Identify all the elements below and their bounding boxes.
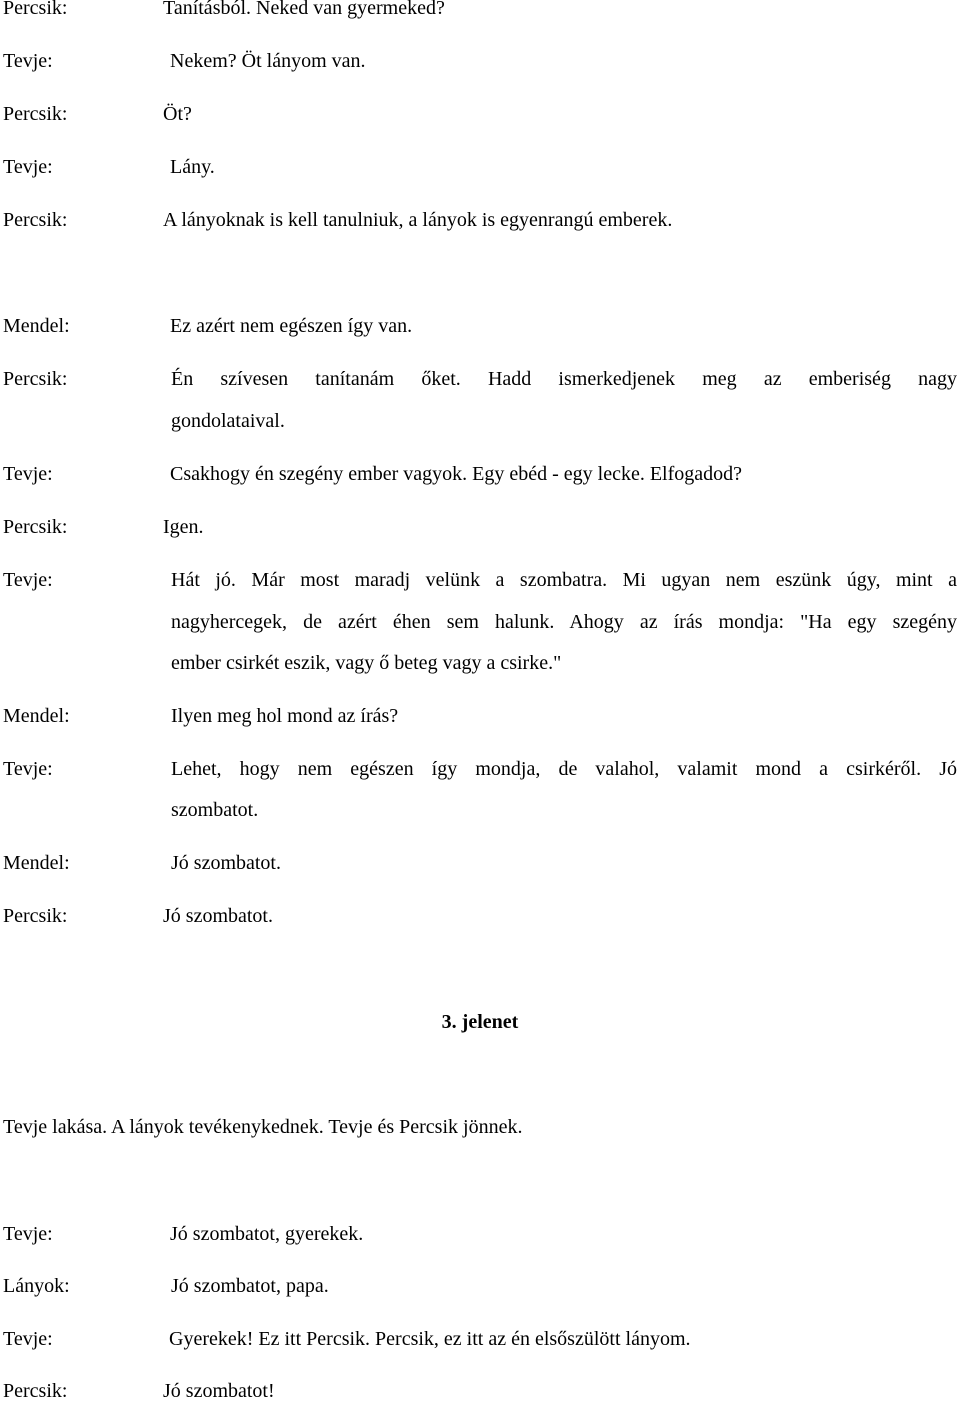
- dialogue-text: nagyhercegek, de azért éhen sem halunk. Ahogy az írás mondja: "Ha egy szegény: [171, 611, 957, 633]
- dialogue-continuation: [0, 608, 960, 636]
- dialogue-text: Tanításból. Neked van gyermeked?: [163, 0, 445, 19]
- dialogue-line: [0, 312, 960, 340]
- speaker-label: Percsik:: [3, 209, 68, 231]
- dialogue-text: Jó szombatot, gyerekek.: [170, 1223, 364, 1245]
- dialogue-text: Igen.: [163, 516, 204, 538]
- dialogue-line: [0, 902, 960, 930]
- speaker-label: Percsik:: [3, 368, 68, 390]
- dialogue-line: [0, 206, 960, 234]
- dialogue-line: [0, 849, 960, 877]
- speaker-label: Tevje:: [3, 156, 53, 178]
- dialogue-text: Gyerekek! Ez itt Percsik. Percsik, ez itt az én elsőszülött lányom.: [169, 1328, 691, 1350]
- speaker-label: Percsik:: [3, 0, 68, 19]
- dialogue-text: gondolataival.: [171, 410, 285, 432]
- speaker-label: Percsik:: [3, 1380, 68, 1402]
- dialogue-text: Jó szombatot, papa.: [171, 1275, 329, 1297]
- speaker-label: Lányok:: [3, 1275, 70, 1297]
- speaker-label: Tevje:: [3, 1328, 53, 1350]
- dialogue-line: [0, 513, 960, 541]
- speaker-label: Mendel:: [3, 315, 70, 337]
- dialogue-continuation: [0, 796, 960, 824]
- speaker-label: Tevje:: [3, 50, 53, 72]
- speaker-label: Tevje:: [3, 463, 53, 485]
- dialogue-text: Jó szombatot!: [163, 1380, 275, 1402]
- dialogue-text: Nekem? Öt lányom van.: [170, 50, 366, 72]
- dialogue-text: A lányoknak is kell tanulniuk, a lányok is egyenrangú emberek.: [163, 209, 673, 231]
- dialogue-line: [0, 1325, 960, 1353]
- speaker-label: Percsik:: [3, 103, 68, 125]
- dialogue-text: Hát jó. Már most maradj velünk a szombatra. Mi ugyan nem eszünk úgy, mint a: [171, 569, 957, 591]
- dialogue-line: [0, 153, 960, 181]
- dialogue-line: [0, 0, 960, 22]
- dialogue-line: [0, 1377, 960, 1405]
- dialogue-line: [0, 1220, 960, 1248]
- dialogue-text: Ez azért nem egészen így van.: [170, 315, 413, 337]
- dialogue-text: Öt?: [163, 103, 192, 125]
- dialogue-line: [0, 365, 960, 393]
- speaker-label: Percsik:: [3, 516, 68, 538]
- dialogue-line: [0, 566, 960, 594]
- dialogue-line: [0, 100, 960, 128]
- dialogue-text: Jó szombatot.: [171, 852, 281, 874]
- speaker-label: Tevje:: [3, 1223, 53, 1245]
- dialogue-text: Lány.: [170, 156, 215, 178]
- dialogue-text: Ilyen meg hol mond az írás?: [171, 705, 399, 727]
- dialogue-text: Én szívesen tanítanám őket. Hadd ismerkedjenek meg az emberiség nagy: [171, 368, 957, 390]
- speaker-label: Percsik:: [3, 905, 68, 927]
- scene-heading: 3. jelenet: [441, 1011, 519, 1033]
- dialogue-continuation: [0, 407, 960, 435]
- speaker-label: Mendel:: [3, 852, 70, 874]
- dialogue-line: [0, 1272, 960, 1300]
- dialogue-text: Jó szombatot.: [163, 905, 273, 927]
- speaker-label: Tevje:: [3, 569, 53, 591]
- dialogue-text: ember csirkét eszik, vagy ő beteg vagy a csirke.": [171, 652, 562, 674]
- dialogue-continuation: [0, 649, 960, 677]
- speaker-label: Mendel:: [3, 705, 70, 727]
- dialogue-text: szombatot.: [171, 799, 259, 821]
- dialogue-line: [0, 47, 960, 75]
- dialogue-text: Lehet, hogy nem egészen így mondja, de valahol, valamit mond a csirkéről. Jó: [171, 758, 957, 780]
- dialogue-line: [0, 702, 960, 730]
- dialogue-line: [0, 460, 960, 488]
- dialogue-text: Csakhogy én szegény ember vagyok. Egy ebéd - egy lecke. Elfogadod?: [170, 463, 743, 485]
- dialogue-line: [0, 755, 960, 783]
- stage-direction: Tevje lakása. A lányok tevékenykednek. Tevje és Percsik jönnek.: [3, 1116, 523, 1138]
- speaker-label: Tevje:: [3, 758, 53, 780]
